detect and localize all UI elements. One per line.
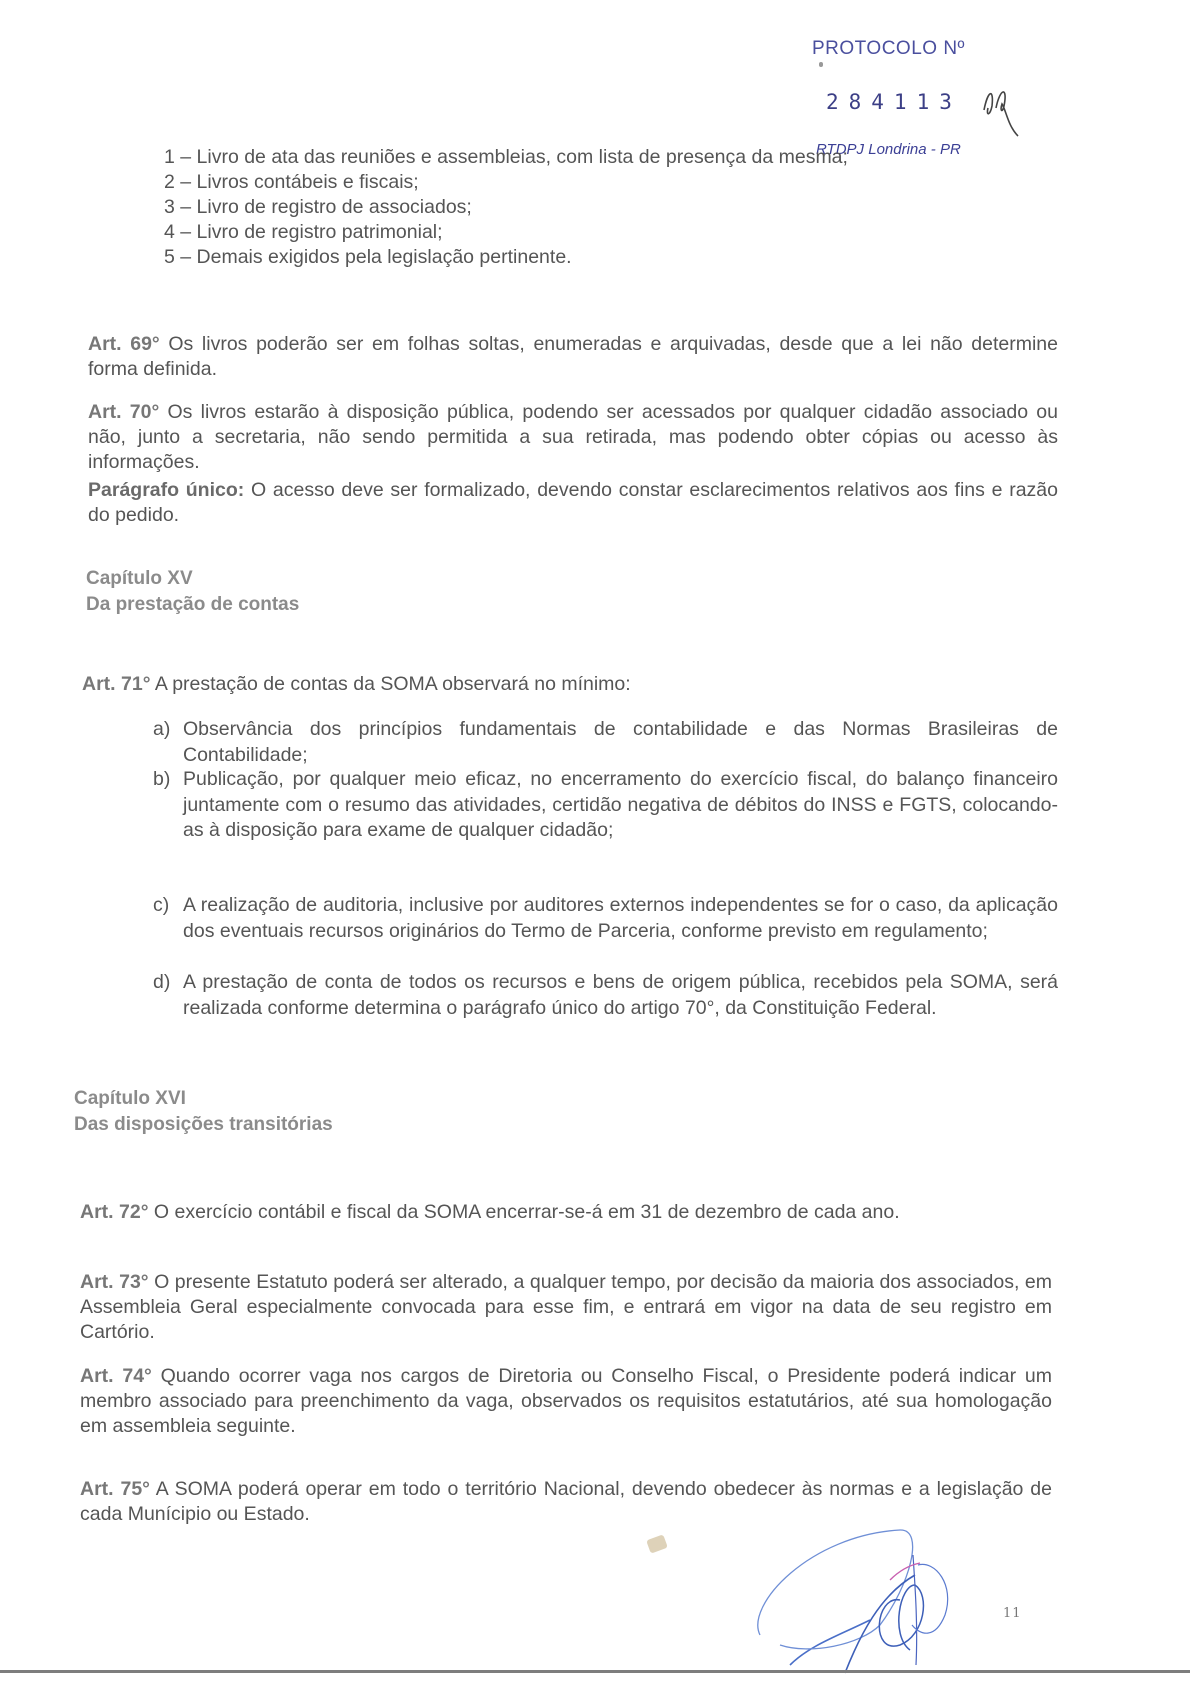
article-label: Art. 70° [88,401,160,423]
art71-item-b [153,767,1058,844]
scan-edge-line [0,1670,1190,1673]
article-75 [80,1477,1052,1527]
item-text: Observância dos princípios fundamentais de contabilidade e das Normas Brasileiras de Contabilidade; [183,718,1058,766]
article-text: O exercício contábil e fiscal da SOMA encerrar-se-á em 31 de dezembro de cada ano. [148,1201,900,1223]
list-item: 2 – Livros contábeis e fiscais; [164,171,419,193]
article-label: Art. 69° [88,333,160,355]
handwritten-initials-icon [978,80,1028,145]
article-69 [88,332,1058,382]
chapter-xvi-subtitle: Das disposições transitórias [74,1114,333,1135]
item-text: A prestação de conta de todos os recursos e bens de origem pública, recebidos pela SOMA, será realizada conforme determina o parágrafo único do artigo 70°, da Constituição Federal. [183,971,1058,1019]
article-72 [80,1200,1052,1225]
list-item: 4 – Livro de registro patrimonial; [164,221,443,243]
article-label: Art. 72° [80,1201,149,1223]
item-marker: c) [153,894,170,916]
article-text: A SOMA poderá operar em todo o território Nacional, devendo obedecer às normas e a legislação de cada Munícipio ou Estado. [80,1478,1052,1525]
item-marker: b) [153,768,171,790]
protocol-number: 284113 [826,90,962,114]
signature-icon [750,1525,980,1680]
paragraph-label: Parágrafo único: [88,479,245,501]
art71-item-d [153,970,1058,1021]
chapter-xv-title: Capítulo XV [86,568,193,589]
item-marker: a) [153,718,171,740]
article-text: O presente Estatuto poderá ser alterado, a qualquer tempo, por decisão da maioria dos associados, em Assembleia Geral especialmente convocada para esse fim, e entrará em vigor na data de seu registro em Cartório. [80,1271,1052,1343]
list-item: 1 – Livro de ata das reuniões e assembleias, com lista de presença da mesma; [164,146,848,168]
list-item: 3 – Livro de registro de associados; [164,196,472,218]
article-71 [82,672,631,697]
article-73 [80,1270,1052,1345]
article-label: Art. 75° [80,1478,150,1500]
article-74 [80,1364,1052,1439]
article-label: Art. 71° [82,673,151,695]
article-text: A prestação de contas da SOMA observará no mínimo: [150,673,631,695]
art71-item-a [153,717,1058,768]
chapter-xvi-title: Capítulo XVI [74,1088,186,1109]
article-70 [88,400,1058,475]
article-text: Os livros estarão à disposição pública, podendo ser acessados por qualquer cidadão associado ou não, junto a secretaria, não sendo permitida a sua retirada, mas podendo obter cópias ou acesso às informações. [88,401,1058,473]
ink-smudge [646,1534,668,1553]
article-label: Art. 74° [80,1365,152,1387]
item-text: A realização de auditoria, inclusive por auditores externos independentes se for o caso, da aplicação dos eventuais recursos originários do Termo de Parceria, conforme previsto em regulamento; [183,894,1058,942]
paragraph-text: O acesso deve ser formalizado, devendo constar esclarecimentos relativos aos fins e razão do pedido. [88,479,1058,526]
registry-office-stamp: RTDPJ Londrina - PR [816,141,961,158]
list-item: 5 – Demais exigidos pela legislação pertinente. [164,246,572,268]
article-label: Art. 73° [80,1271,149,1293]
article-text: Quando ocorrer vaga nos cargos de Diretoria ou Conselho Fiscal, o Presidente poderá indicar um membro associado para preenchimento da vaga, observados os requisitos estatutários, até sua homologação em assembleia seguinte. [80,1365,1052,1437]
protocol-stamp-title: PROTOCOLO Nº [812,38,965,59]
chapter-xv-subtitle: Da prestação de contas [86,594,300,615]
stamp-mark [819,62,823,67]
art71-item-c [153,893,1058,944]
item-marker: d) [153,971,171,993]
article-70-paragraph [88,478,1058,528]
item-text: Publicação, por qualquer meio eficaz, no encerramento do exercício fiscal, do balanço financeiro juntamente com o resumo das atividades, certidão negativa de débitos do INSS e FGTS, colocando-as à disposição para exame de qualquer cidadão; [183,768,1058,841]
article-text: Os livros poderão ser em folhas soltas, enumeradas e arquivadas, desde que a lei não determine forma definida. [88,333,1058,380]
page-number: 11 [1003,1606,1022,1621]
